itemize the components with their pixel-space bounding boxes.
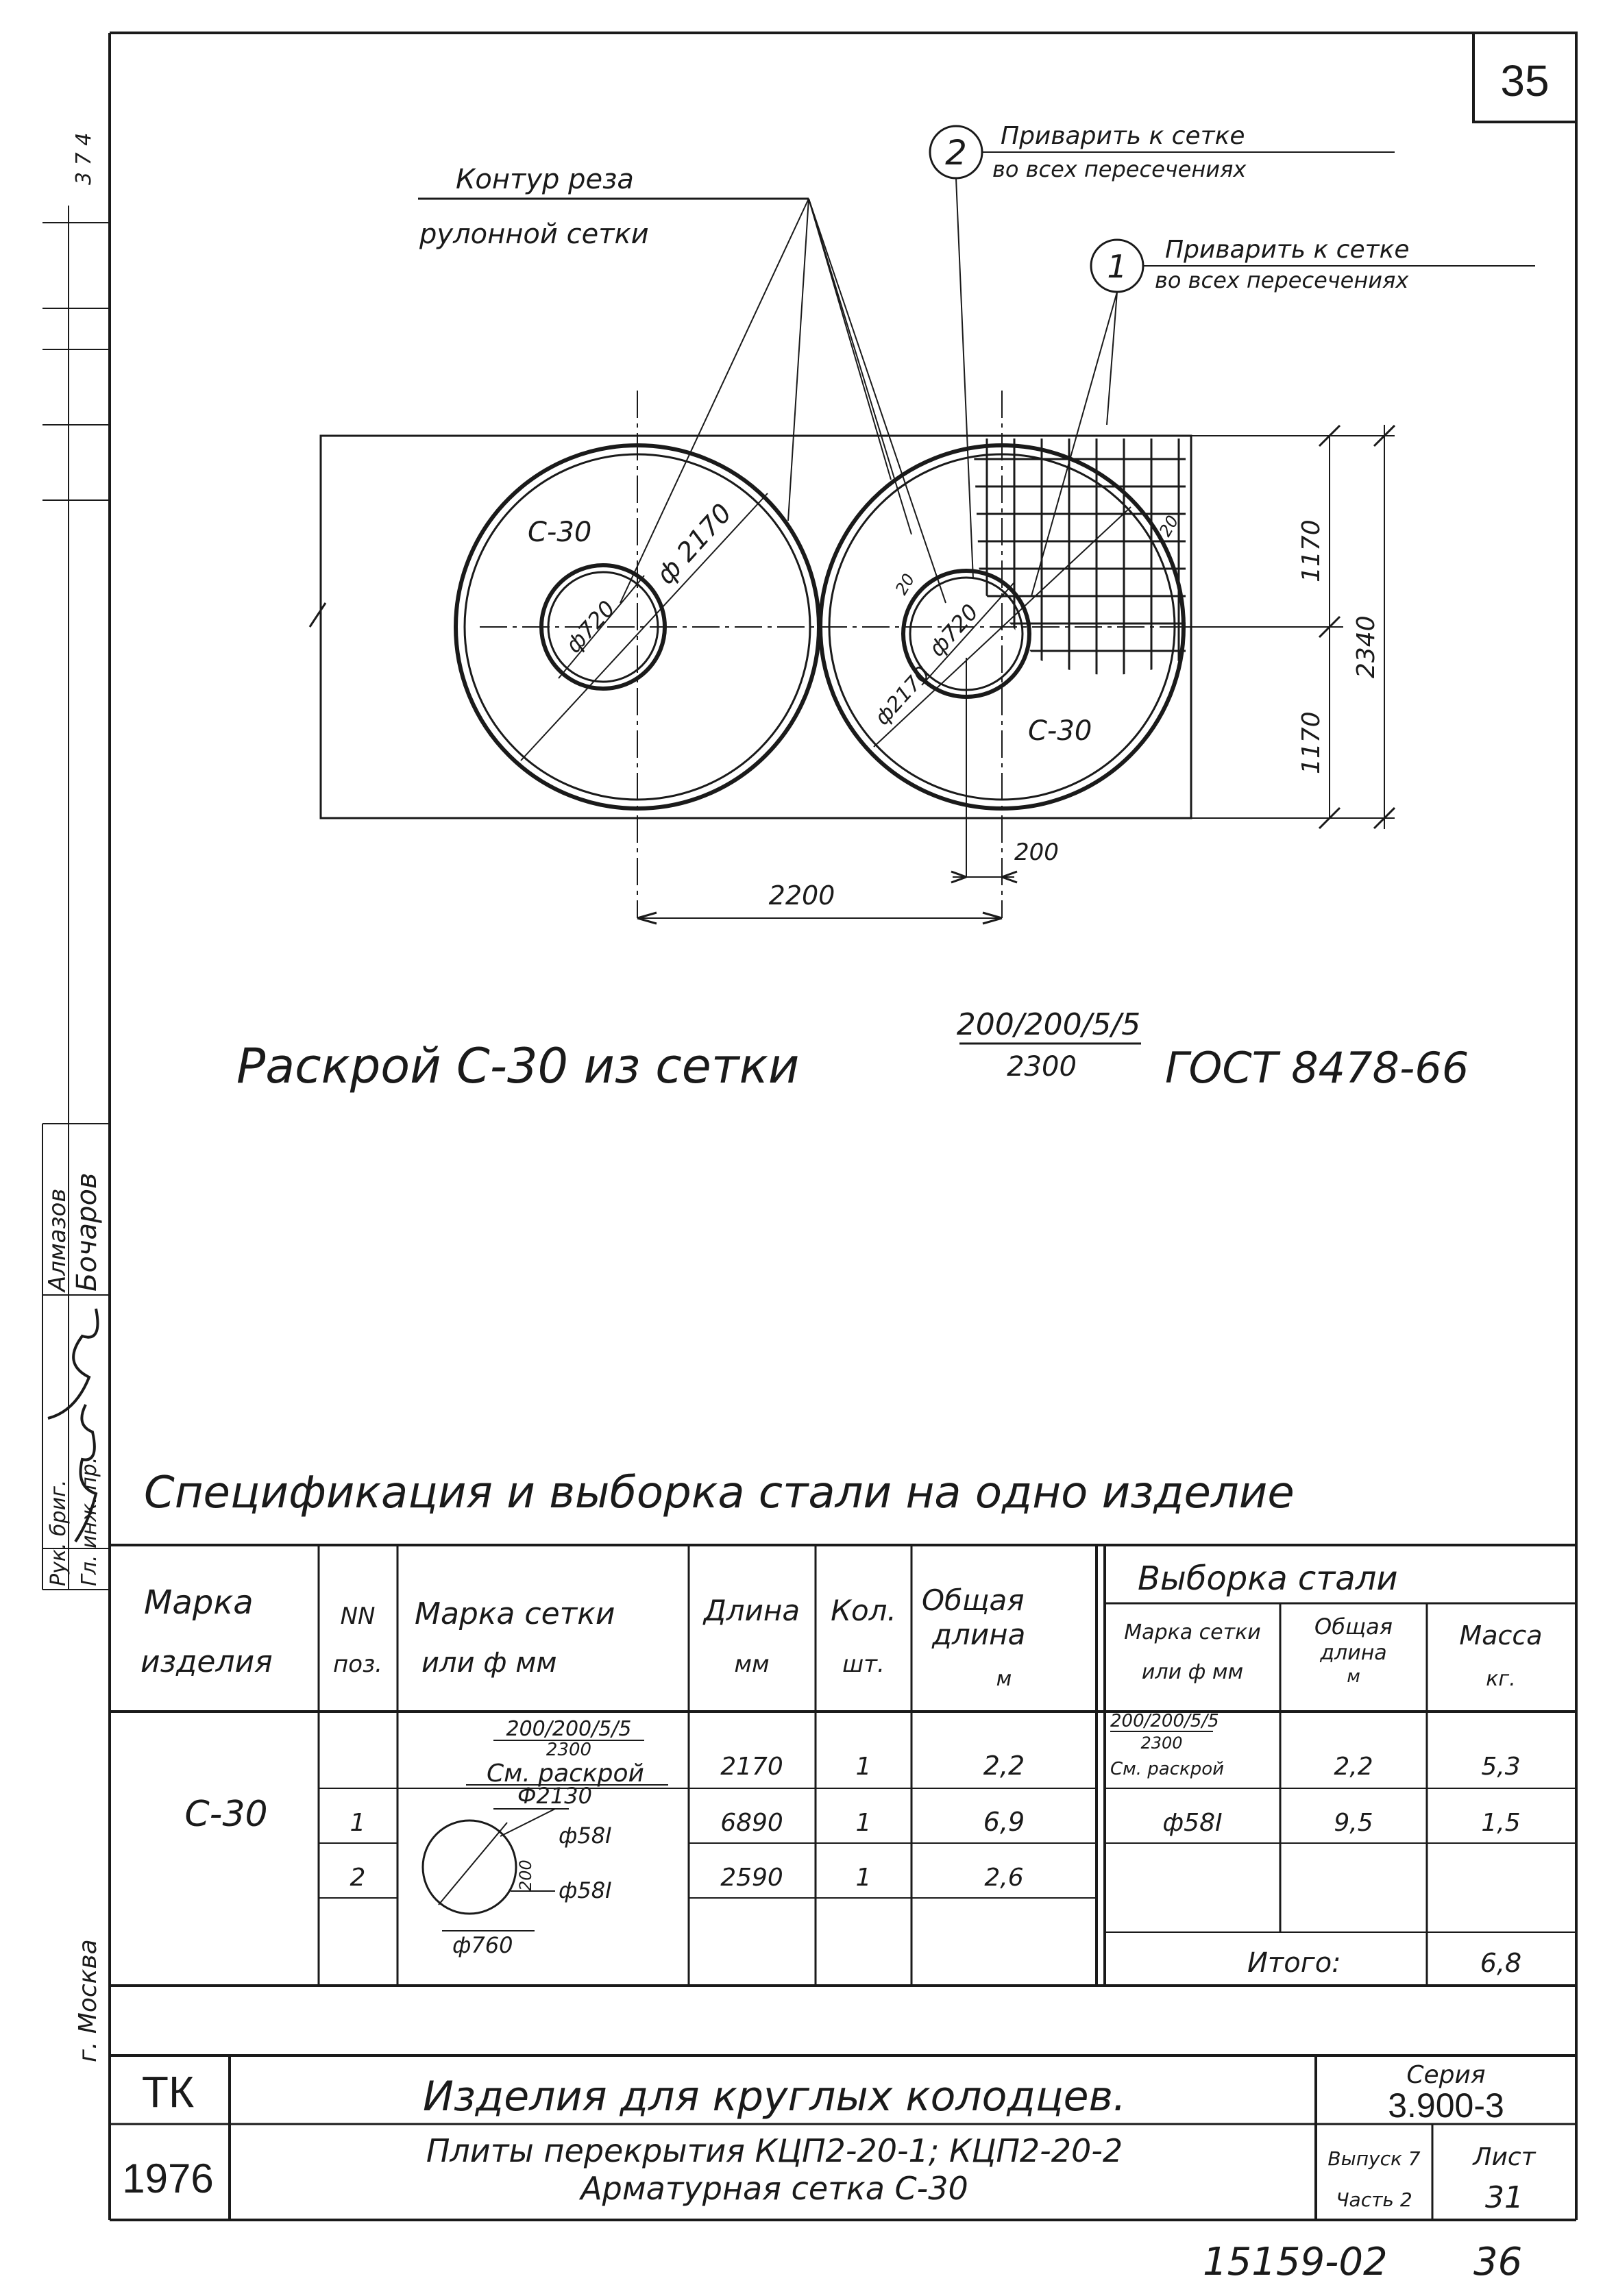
row1-sel-mesh: ф58I [1162,1809,1223,1837]
row0-qty: 1 [855,1753,872,1781]
issue-label: Выпуск 7 [1327,2147,1421,2170]
sheet-frame [110,33,1616,2220]
main-title-standard: ГОСТ 8478-66 [1165,1043,1469,1093]
series-label: Серия [1406,2061,1486,2089]
surname-bocharov: Бочаров [71,1172,103,1292]
row2-qty: 1 [855,1864,872,1892]
ring-bar-2: ф58I [559,1877,612,1903]
ring-diameter-bottom: ф760 [452,1932,513,1958]
document-title: Изделия для круглых колодцев. [422,2073,1127,2121]
role-team-leader: Рук. бриг. [47,1479,71,1586]
left-outer-diameter: ф 2170 [650,497,738,591]
hdr-length-1: Длина [703,1594,800,1627]
contour-label-line2: рулонной сетки [419,219,649,250]
hdr-sel-mesh-2: или ф мм [1141,1660,1244,1684]
part-label: Часть 2 [1336,2188,1412,2211]
row1-sel-mass: 1,5 [1481,1809,1521,1837]
document-subtitle-1: Плиты перекрытия КЦП2-20-1; КЦП2-20-2 [426,2132,1123,2169]
archive-code: 15159-02 [1203,2240,1388,2284]
dim-200: 200 [1014,839,1059,866]
row0-mesh-note: См. раскрой [487,1760,644,1788]
dim-1170-bottom: 1170 [1297,711,1325,774]
row0-mesh-bottom: 2300 [546,1740,592,1760]
surname-almazov: Алмазов [44,1188,71,1292]
mesh-grid [973,439,1186,685]
role-chief-engineer: Гл. инж. пр. [77,1457,101,1586]
hdr-sel-len-1: Общая [1314,1614,1393,1640]
dim-2200: 2200 [768,880,835,911]
year: 1976 [122,2156,214,2201]
dim-2340: 2340 [1352,615,1380,678]
dim-1170-top: 1170 [1297,519,1325,582]
row1-pos: 1 [350,1809,366,1837]
right-outer-diameter: ф2170 [870,662,935,730]
row0-length: 2170 [720,1753,783,1781]
small-dim-20-b: 20 [1155,512,1183,540]
ring-gap: 200 [516,1860,535,1891]
hdr-total-3: м [996,1667,1012,1691]
spec-title: Спецификация и выборка стали на одно изделие [144,1468,1295,1518]
main-title-fraction-bottom: 2300 [1007,1051,1077,1083]
ring-bar-1: ф58I [559,1823,612,1849]
bottom-page-number: 36 [1473,2240,1523,2284]
callout-2-line2: во всех пересечениях [992,156,1247,182]
row0-sel-top: 200/200/5/5 [1110,1711,1219,1731]
callout-2-line1: Приварить к сетке [1001,122,1245,150]
hdr-sel-mass-1: Масса [1459,1620,1543,1651]
sheet-label: Лист [1473,2143,1536,2171]
main-title-fraction-top: 200/200/5/5 [956,1007,1141,1042]
contour-label-line1: Контур реза [456,164,634,195]
document-subtitle-2: Арматурная сетка С-30 [580,2170,968,2207]
row2-total: 2,6 [984,1864,1024,1892]
sheet-number: 35 [1500,56,1550,106]
sheet-value: 31 [1485,2180,1523,2215]
signature-2 [48,1309,98,1418]
row0-sel-len: 2,2 [1334,1753,1373,1781]
row1-sel-len: 9,5 [1334,1809,1373,1837]
hdr-mark-1: Марка [144,1583,254,1622]
main-title-prefix: Раскрой С-30 из сетки [236,1038,800,1094]
hdr-sel-mass-2: кг. [1486,1667,1516,1691]
hdr-mesh-1: Марка сетки [415,1596,615,1631]
hdr-total-2: длина [932,1618,1026,1651]
row1-qty: 1 [855,1809,872,1837]
row0-mesh-top: 200/200/5/5 [506,1717,632,1741]
left-inner-diameter: ф720 [560,595,621,658]
ring-diameter-top: Ф2130 [517,1783,592,1809]
callout-1-line2: во всех пересечениях [1155,267,1409,293]
org-code: ТК [141,2067,195,2116]
hdr-length-2: мм [734,1651,770,1678]
right-mark-label: C-30 [1028,715,1092,747]
axis-mark: 1 [307,612,321,636]
row0-sel-note: См. раскрой [1110,1759,1225,1779]
callout-2-number: 2 [945,133,967,173]
product-mark: С-30 [184,1794,268,1835]
row2-length: 2590 [720,1864,783,1892]
callout-1-line1: Приварить к сетке [1165,236,1410,264]
hdr-sel-len-2: длина [1320,1641,1387,1665]
hdr-mesh-2: или ф мм [421,1647,557,1679]
hdr-qty-1: Кол. [831,1594,896,1627]
total-mass: 6,8 [1480,1948,1522,1978]
left-margin-stamp [42,206,110,1590]
right-inner-diameter: ф720 [923,599,984,662]
row1-total: 6,9 [983,1807,1025,1837]
archive-number: 3 7 4 [72,132,96,185]
callout-1-number: 1 [1107,248,1127,285]
row0-sel-bottom: 2300 [1140,1733,1183,1753]
hdr-qty-2: шт. [842,1651,885,1678]
row0-total: 2,2 [983,1751,1025,1781]
row1-length: 6890 [720,1809,783,1837]
hdr-pos-1: NN [340,1603,376,1630]
hdr-mark-2: изделия [140,1644,273,1679]
city-label: г. Москва [74,1939,102,2062]
hdr-pos-2: поз. [333,1651,382,1678]
row2-pos: 2 [350,1864,366,1892]
hdr-selection: Выборка стали [1138,1559,1398,1598]
total-label: Итого: [1247,1947,1341,1979]
series-number: 3.900-3 [1388,2086,1504,2125]
hdr-sel-len-3: м [1347,1666,1360,1687]
row0-sel-mass: 5,3 [1481,1753,1521,1781]
hdr-sel-mesh-1: Марка сетки [1124,1620,1261,1644]
hdr-total-1: Общая [922,1583,1025,1617]
small-dim-20-a: 20 [891,570,919,598]
left-mark-label: C-30 [528,517,592,548]
